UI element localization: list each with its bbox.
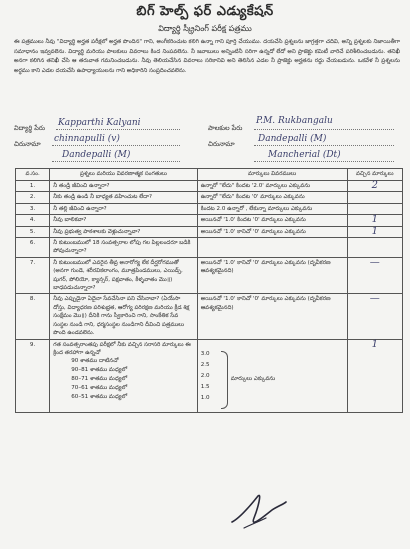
table-row	[16, 181, 403, 192]
row-number: 2.	[16, 192, 50, 203]
row-marks: —	[347, 257, 402, 294]
row-question: నీ తల్లి జీవించి ఉన్నారా?	[50, 203, 197, 214]
parent-name-label: పాలకుల పేరు	[208, 124, 243, 132]
row-marks: 2	[347, 181, 402, 192]
score-option: 2.0	[200, 372, 210, 379]
parent-address-label: చిరునామా	[208, 140, 235, 148]
student-address-underline1	[52, 145, 180, 146]
row-number: 4.	[16, 215, 50, 226]
parent-address-line2: Mancherial (Dt)	[268, 150, 341, 160]
row-number: 5.	[16, 226, 50, 237]
student-address-label: చిరునామా	[14, 140, 41, 148]
table-row	[16, 257, 403, 294]
percentage-band: 90 శాతము దాటినచో	[71, 358, 119, 365]
row-marks: 1	[347, 339, 402, 412]
student-address-underline2	[52, 161, 180, 162]
row-scoring: ఉన్నారో "లేదు" కిందట '2.0' మార్కులు ఎక్కువను	[197, 181, 347, 192]
score-option: 1.5	[200, 383, 210, 390]
row-scoring: అయినచో '1.0' కానిచో '0' మార్కులు ఎక్కువను (దృవీకరణ ఆవశ్యకమైనది)	[197, 294, 347, 339]
brace-icon	[221, 351, 228, 409]
row-number: 8.	[16, 294, 50, 339]
row-marks	[347, 203, 402, 214]
col-header-scoring: మార్కులు వివరములు	[197, 169, 347, 181]
score-option: 1.0	[200, 394, 210, 401]
row-scoring	[197, 238, 347, 258]
row-question: నీవు ఎప్పుడైనా ఏదైనా సేవచేసినా పని చేసినావా? (ఏయేసా దోస్తు, విద్యాధరణ పరిశుభ్రత, ఆరోగ్య పరిరక్షణ మరియు క్రీడ శిక్ష సంక్షేమం మొ॥) దీనికి గాను స్వీకారించి గాని, సాంకేతిక సేవ సంస్థల నుండి గాని, ధర్మసంస్థల నుండిగాని దీవించి పత్రములు పొంది ఉండవలెను.	[50, 294, 197, 339]
score-option: 3.0	[200, 350, 210, 357]
table-row	[16, 238, 403, 258]
student-name-value: Kapparthi Kalyani	[58, 118, 141, 128]
row-marks: 1	[347, 226, 402, 237]
percentage-band: 60–51 శాతము మధ్యలో	[71, 394, 128, 401]
score-options	[201, 349, 344, 411]
percentage-band: 80–71 శాతము మధ్యలో	[71, 376, 128, 383]
row-scoring: అయినచో '1.0' కిందట '0' మార్కులు ఎక్కువను	[197, 215, 347, 226]
row-scoring: అయినచో '1.0' కానిచో '0' మార్కులు ఎక్కువను	[197, 226, 347, 237]
form-subtitle: విద్యార్థి స్క్రీనింగ్ పరీక్ష పత్రము	[158, 24, 252, 33]
parent-address-underline1	[254, 145, 394, 146]
row-question: నీ తండ్రి జీవించి ఉన్నారా?	[50, 181, 197, 192]
row-question: నీ కుటుంబములో ఎవరైన తీవ్ర అనారోగ్య లేక దీర్ఘరోగముతో (అనగా గుండె, శరీరవికలాంగం, మూత్రపిండములు, ఎయిడ్స్, షుగర్, పోలియో, క్యాన్సర్, పక్షవాతం, కీళ్ళవాతం మొ॥) బాధపడుచున్నారా?	[50, 257, 197, 294]
instructions-paragraph: ఈ పత్రములు నీవు "విద్యార్థి అర్హత పరీక్షలో అర్హత పొందిన" గాని, అంగీకరించుట కలిగి ఉన్నా గాని పూర్తి చేయుము. దయచేసి ప్రశ్నలను జాగ్రత్తగా చదివి, అన్ని ప్రశ్నలకు నిజాయితీగా సమాధానం ఇవ్వవలెను. విద్యార్థి మరియు పాలకులు వివరాలు కింద నింపవలెను. నీ జవాబులు అన్నింటినీ సరిగా ఉన్నదో లేదో అని ప్రాజెక్టు కమిటీ వారిచే పరిశీలించబడును. తనిఖీ అనగా కలిగిన తనిఖీ చేసి ఆ తరువాత గమనించబడును. నీవు తెలియచేసిన వివరాలు సరికానివి అని తెలిసిన ఎడల నీ ప్రాజెక్టు అర్హతను రద్దు చేయబడును. ఒకవేళ నీ ప్రశ్నలను అర్థము కాని ఎడల దయచేసి ఉపాధ్యాయులను గాని అధికారిని సంప్రదించవలెను.	[14, 39, 400, 74]
row-question: నీవు బాలికవా?	[50, 215, 197, 226]
table-row	[16, 226, 403, 237]
row-marks	[347, 238, 402, 258]
parent-address-underline2	[254, 161, 394, 162]
row-scoring: అయినచో '1.0' కానిచో '0' మార్కులు ఎక్కువను (దృవీకరణ ఆవశ్యకమైనది)	[197, 257, 347, 294]
row-number: 1.	[16, 181, 50, 192]
score-option-note: మార్కులు ఎక్కువను	[230, 375, 276, 382]
student-name-label: విద్యార్థి పేరు	[14, 124, 46, 132]
student-name-line	[56, 129, 180, 130]
table-row	[16, 215, 403, 226]
table-row	[16, 339, 403, 412]
parent-name-value: P.M. Rukbangalu	[256, 116, 333, 126]
row-scoring	[197, 339, 347, 412]
row-scoring: ఉన్నారో "లేదు" కిందట '0' మార్కులు ఎక్కువను	[197, 192, 347, 203]
row-marks	[347, 192, 402, 203]
row-question-text: గత సంవత్సరాంతపు పరీక్షలో నీకు వచ్చిన సరాసరి మార్కులు ఈ క్రింద తరహాగా ఉన్నచో	[53, 341, 191, 356]
col-header-sno: వ.సం.	[16, 169, 50, 181]
table-header-row	[16, 169, 403, 181]
row-question	[50, 339, 197, 412]
percentage-band: 70–61 శాతము మధ్యలో	[71, 385, 128, 392]
student-address-line1: chinnapulli (v)	[54, 134, 120, 144]
percentage-band: 90–81 శాతము మధ్యలో	[71, 367, 128, 374]
row-number: 3.	[16, 203, 50, 214]
parent-name-line	[254, 129, 394, 130]
row-question: నీవు ప్రభుత్వ పాఠశాలకు వెళ్లుచున్నావా?	[50, 226, 197, 237]
col-header-marks: వచ్చిన మార్కులు	[347, 169, 402, 181]
score-option: 2.5	[200, 361, 210, 368]
questions-table	[15, 168, 403, 413]
row-question: నీకు తండ్రి ఉండి నీ బాధ్యత వహించుట లేదా?	[50, 192, 197, 203]
table-row	[16, 203, 403, 214]
row-marks: 1	[347, 215, 402, 226]
parent-address-line1: Dandepalli (M)	[258, 134, 327, 144]
row-question: నీ కుటుంబములో 18 సంవత్సరాల లోపు గల పిల్లలందరూ బడికి పోవుచున్నారా?	[50, 238, 197, 258]
row-number: 7.	[16, 257, 50, 294]
student-address-line2: Dandepalli (M)	[62, 150, 131, 160]
form-title: బిగ్ హెల్ప్ ఫర్ ఎడ్యుకేషన్	[136, 4, 274, 19]
row-scoring: కిందట 2.0 ఉన్నారో , లేకున్నా మార్కులు ఎక్కువను	[197, 203, 347, 214]
row-number: 6.	[16, 238, 50, 258]
row-number: 9.	[16, 339, 50, 412]
table-row	[16, 192, 403, 203]
col-header-question: ప్రశ్నలు మరియు వివరణాత్మక సంగతులు	[50, 169, 197, 181]
table-row	[16, 294, 403, 339]
row-marks: —	[347, 294, 402, 339]
signature	[228, 488, 288, 538]
